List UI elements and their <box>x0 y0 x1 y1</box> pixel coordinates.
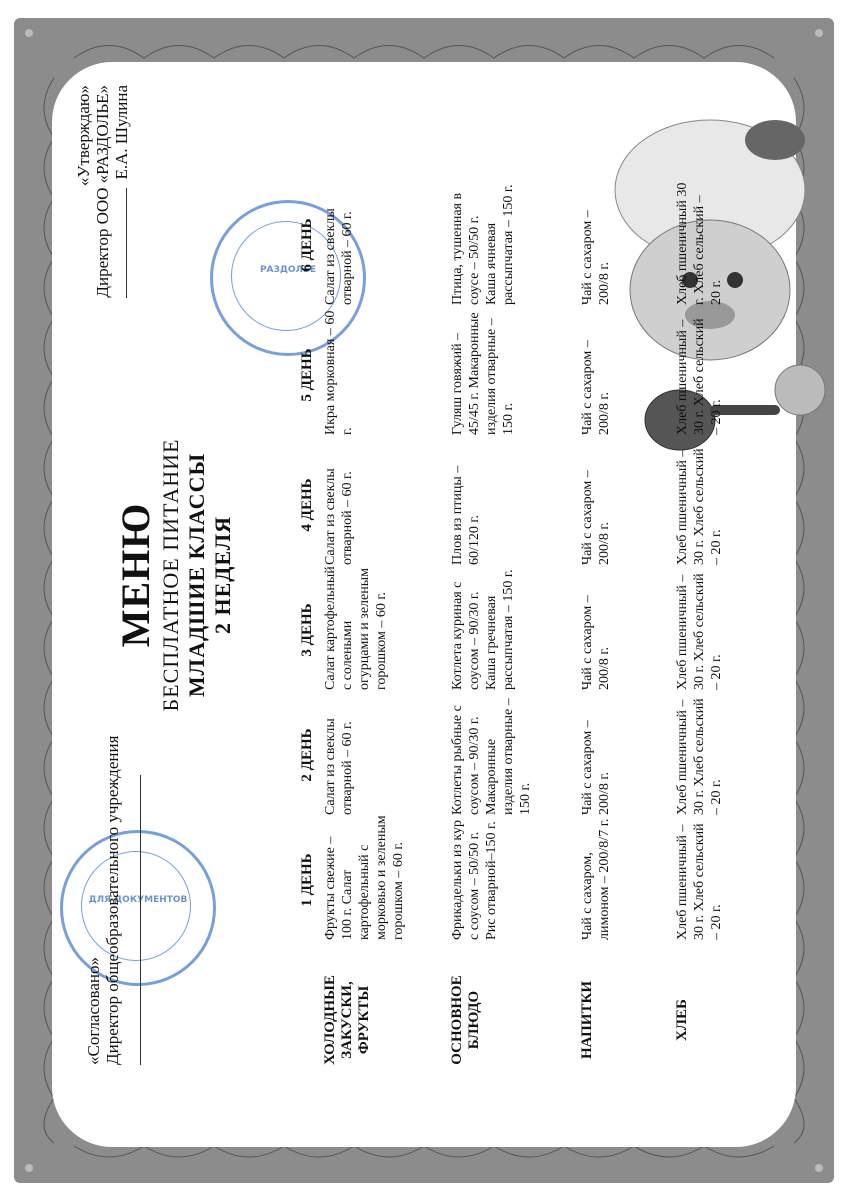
menu-cell: Икра морковная – 60 г. <box>323 310 355 435</box>
menu-cell: Хлеб пшеничный – 30 г. Хлеб сельский – 20 г. <box>675 823 724 940</box>
approved-position: Директор ООО «РАЗДОЛЬЕ» <box>93 85 112 298</box>
subtitle-week: 2 НЕДЕЛЯ <box>210 515 235 635</box>
subtitle-classes: МЛАДШИЕ КЛАССЫ <box>184 452 209 698</box>
menu-cell: Салат из свеклы отварной – 60 г. <box>323 208 355 305</box>
menu-cell: Птица, тушенная в соусе – 50/50 г. Каша ячневая рассыпчатая – 150 г. <box>450 184 516 305</box>
day-header-3: 3 ДЕНЬ <box>299 603 315 657</box>
row-label-3: НАПИТКИ <box>579 981 595 1060</box>
menu-cell: Гуляш говяжий – 45/45 г. Макаронные изделия отварные – 150 г. <box>450 312 516 435</box>
row-label-4: ХЛЕБ <box>674 999 690 1041</box>
menu-cell: Чай с сахаром – 200/8 г. <box>580 595 612 690</box>
menu-cell: Чай с сахаром, лимоном – 200/8/7 г. <box>580 818 612 940</box>
day-header-1: 1 ДЕНЬ <box>299 853 315 907</box>
approved-signer: Е.А. Шулина <box>112 85 131 180</box>
day-header-5: 5 ДЕНЬ <box>299 348 315 402</box>
row-label-2: ОСНОВНОЕ БЛЮДО <box>449 975 482 1065</box>
menu-cell: Хлеб пшеничный – 30 г. Хлеб сельский – 20 г. <box>675 448 724 565</box>
menu-cell: Хлеб пшеничный 30 г. Хлеб сельский – 20 г. <box>675 182 724 305</box>
subtitle-free-meals: БЕСПЛАТНОЕ ПИТАНИЕ <box>158 438 183 712</box>
menu-cell: Салат картофельный с солеными огурцами и зеленым горошком – 60 г. <box>323 566 389 690</box>
approved-label: «Утверждаю» <box>74 85 93 187</box>
left-stamp-text: ДЛЯ ДОКУМЕНТОВ <box>88 895 188 905</box>
day-header-6: 6 ДЕНЬ <box>299 218 315 272</box>
menu-cell: Салат из свеклы отварной – 60 г. <box>323 468 355 565</box>
row-label-1: ХОЛОДНЫЕ ЗАКУСКИ, ФРУКТЫ <box>322 975 372 1065</box>
menu-cell: Хлеб пшеничный – 30 г. Хлеб сельский – 20 г. <box>675 698 724 815</box>
menu-cell: Чай с сахаром – 200/8 г. <box>580 470 612 565</box>
menu-cell: Фрикадельки из кур с соусом – 50/50 г. Рис отварной–150 г. <box>450 820 499 940</box>
menu-content <box>74 45 794 1115</box>
day-header-2: 2 ДЕНЬ <box>299 728 315 782</box>
menu-cell: Хлеб пшеничный – 30 г. Хлеб сельский – 20 г. <box>675 573 724 690</box>
menu-cell: Котлеты рыбные с соусом – 90/30 г. Макаронные изделия отварные – 150 г. <box>450 698 533 815</box>
menu-cell: Чай с сахаром – 200/8 г. <box>580 210 612 305</box>
right-stamp-text: РАЗДОЛЬЕ <box>259 265 317 275</box>
menu-cell: Хлеб пшеничный – 30 г. Хлеб сельский – 20 г. <box>675 318 724 435</box>
agreed-label: «Согласовано» <box>84 957 103 1065</box>
page-title: МЕНЮ <box>113 502 158 648</box>
day-header-4: 4 ДЕНЬ <box>299 478 315 532</box>
menu-cell: Салат из свеклы отварной – 60 г. <box>323 718 355 815</box>
menu-cell: Плов из птицы – 60/120 г. <box>450 465 482 565</box>
menu-cell: Котлета куриная с соусом – 90/30 г. Каша гречневая рассыпчатая – 150 г. <box>450 569 516 690</box>
agreed-position: Директор общеобразовательного учреждения <box>103 735 122 1065</box>
menu-cell: Чай с сахаром – 200/8 г. <box>580 720 612 815</box>
approved-signature-line <box>126 188 127 298</box>
menu-cell: Фрукты свежие – 100 г. Салат картофельный с морковью и зеленым горошком – 60 г. <box>323 815 406 940</box>
title-block <box>114 315 236 835</box>
menu-cell: Чай с сахаром – 200/8 г. <box>580 340 612 435</box>
